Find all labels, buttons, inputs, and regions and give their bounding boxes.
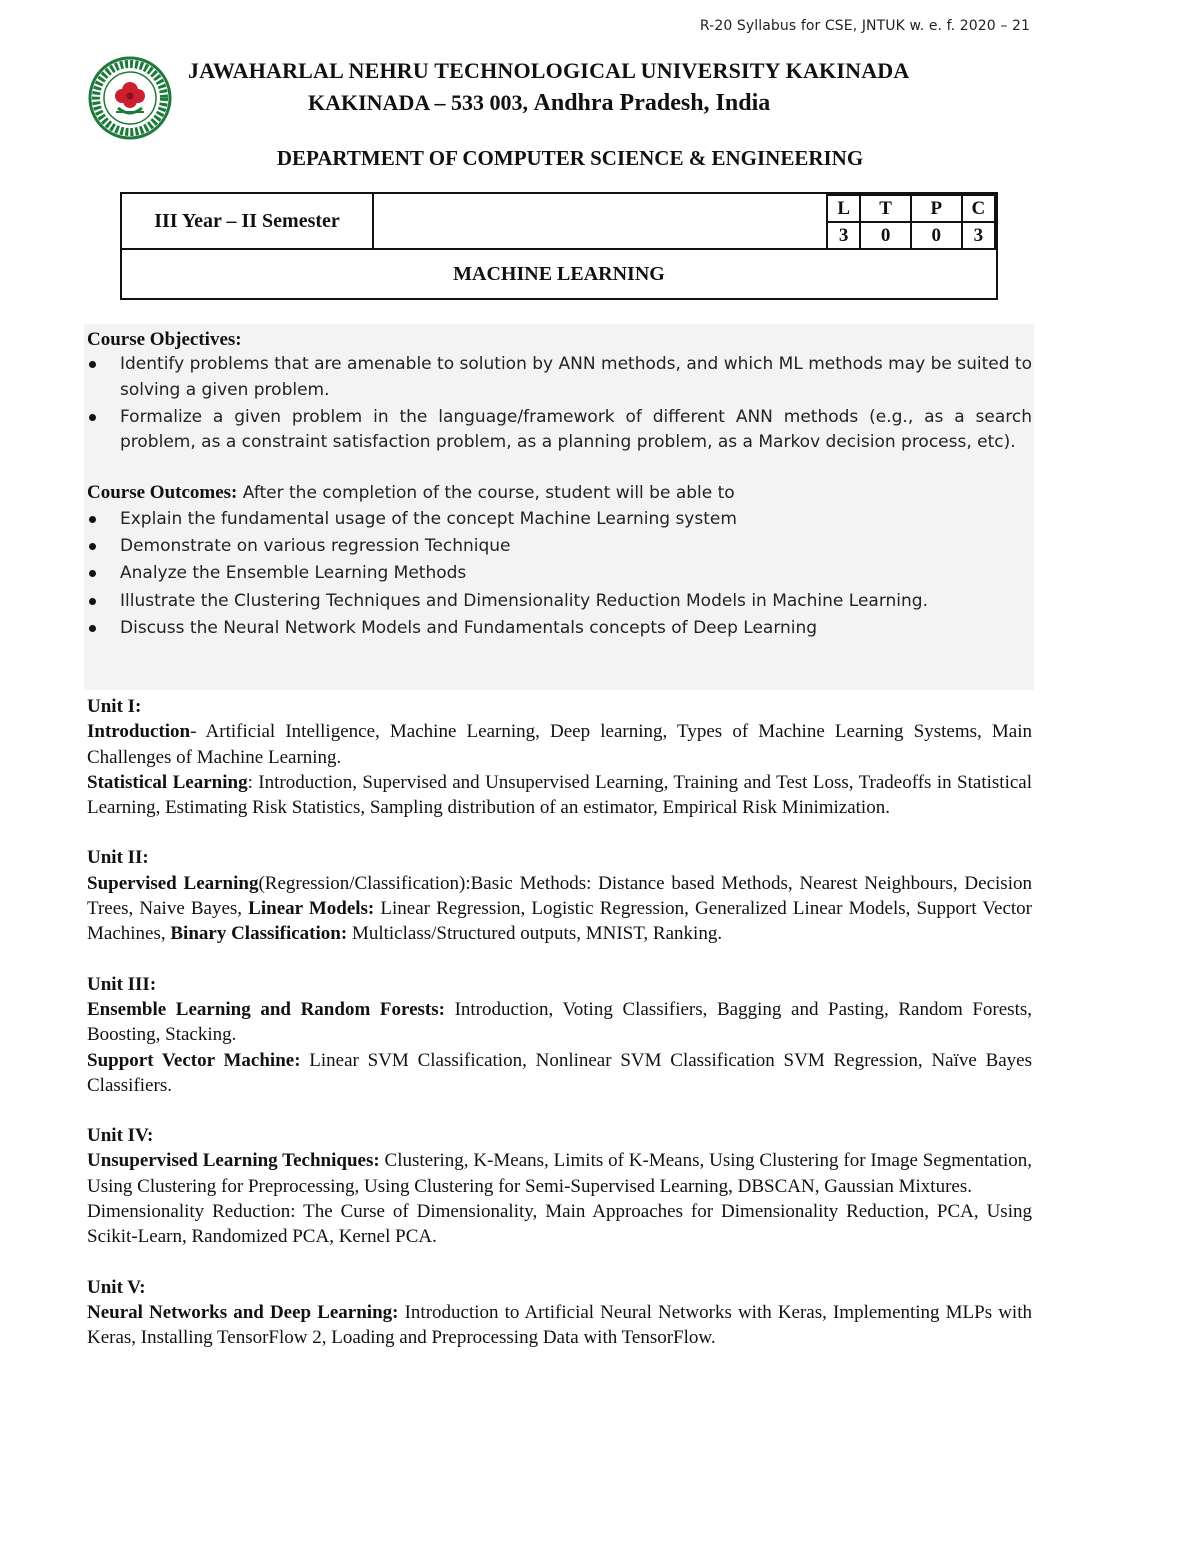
header-note: R-20 Syllabus for CSE, JNTUK w. e. f. 2020 – 21 — [699, 18, 1030, 34]
unit-5-neural — [87, 1300, 1032, 1351]
ltpc-value-p: 0 — [911, 222, 962, 249]
unit-3-text-1: Introduction, Voting Classifiers, Bagging and Pasting, Random Forests, Boosting, Stacking. — [87, 998, 1032, 1046]
objectives-outcomes-section — [87, 327, 1032, 643]
university-logo — [88, 56, 172, 140]
objective-item: Formalize a given problem in the language/framework of different ANN methods (e.g., as a search problem, as a constraint satisfaction problem, as a planning problem, as a Markov decision process, etc). — [87, 405, 1032, 456]
ltpc-value-c: 3 — [962, 222, 995, 249]
unit-1-title: Unit I: — [87, 696, 142, 717]
ltpc-header-l: L — [827, 195, 860, 222]
ltpc-value-t: 0 — [860, 222, 911, 249]
unit-1-introduction — [87, 719, 1032, 770]
unit-2-text-3: Multiclass/Structured outputs, MNIST, Ranking. — [347, 923, 723, 945]
unit-5-heading-1: Neural Networks and Deep Learning: — [87, 1301, 399, 1323]
unit-3-text-2: Linear SVM Classification, Nonlinear SVM Classification SVM Regression, Naïve Bayes Classifiers. — [87, 1049, 1033, 1096]
unit-5-title: Unit V: — [87, 1276, 146, 1298]
ltpc-header-p: P — [911, 195, 962, 222]
unit-3-ensemble — [87, 997, 1032, 1048]
outcome-item: Analyze the Ensemble Learning Methods — [87, 561, 1032, 586]
university-name: JAWAHARLAL NEHRU TECHNOLOGICAL UNIVERSITY KAKINADA — [188, 58, 910, 83]
unit-2-body — [87, 871, 1032, 947]
university-address — [308, 90, 770, 117]
ltpc-table — [826, 194, 996, 250]
outcome-item: Illustrate the Clustering Techniques and Dimensionality Reduction Models in Machine Learning. — [87, 589, 1032, 614]
ltpc-header-t: T — [860, 195, 911, 222]
unit-2-text-2: Linear Regression, Logistic Regression, Generalized Linear Models, Support Vector Machines, — [87, 898, 1033, 945]
department-title: DEPARTMENT OF COMPUTER SCIENCE & ENGINEERING — [276, 146, 864, 170]
unit-1-stat-text: : Introduction, Supervised and Unsupervised Learning, Training and Test Loss, Tradeoffs in Statistical Learning, Estimating Risk Statistics, Sampling distribution of an estimator, Empirical Risk Minimization. — [87, 771, 1032, 819]
unit-3-heading-2: Support Vector Machine: — [87, 1049, 301, 1071]
units-section — [87, 694, 1032, 1351]
outcomes-intro: After the completion of the course, student will be able to — [237, 483, 735, 504]
unit-4-heading-1: Unsupervised Learning Techniques: — [87, 1150, 380, 1172]
outcome-item: Discuss the Neural Network Models and Fundamentals concepts of Deep Learning — [87, 616, 1032, 641]
objectives-list — [87, 352, 1032, 455]
unit-3-svm — [87, 1048, 1032, 1099]
unit-5-text-1: Introduction to Artificial Neural Networks with Keras, Implementing MLPs with Keras, Installing TensorFlow 2, Loading and Preprocessing Data with TensorFlow. — [87, 1301, 1032, 1349]
objectives-heading: Course Objectives: — [87, 329, 242, 350]
unit-2-heading-2: Linear Models: — [248, 898, 375, 920]
unit-2-heading-3: Binary Classification: — [170, 923, 348, 945]
unit-2-heading-1: Supervised Learning — [87, 872, 259, 894]
outcomes-heading: Course Outcomes: — [87, 482, 238, 504]
outcomes-list — [87, 507, 1032, 641]
unit-2-text-1: (Regression/Classification):Basic Methods: Distance based Methods, Nearest Neighbours, Decision Trees, Naive Bayes, — [87, 872, 1032, 920]
unit-2-title: Unit II: — [87, 847, 149, 869]
unit-4-text-1: Clustering, K-Means, Limits of K-Means, Using Clustering for Image Segmentation, Using Clustering for Preprocessing, Using Clustering for Semi-Supervised Learning, DBSCAN, Gaussian Mixtures. — [87, 1150, 1032, 1197]
unit-1-intro-text: - Artificial Intelligence, Machine Learning, Deep learning, Types of Machine Learning Systems, Main Challenges of Machine Learning. — [87, 721, 1032, 768]
outcome-item: Explain the fundamental usage of the concept Machine Learning system — [87, 507, 1032, 532]
unit-4-unsupervised — [87, 1148, 1032, 1199]
unit-3-heading-1: Ensemble Learning and Random Forests: — [87, 998, 445, 1020]
semester-label: III Year – II Semester — [122, 194, 374, 248]
ltpc-header-c: C — [962, 195, 995, 222]
unit-4-dimensionality: Dimensionality Reduction: The Curse of Dimensionality, Main Approaches for Dimensionality Reduction, PCA, Using Scikit-Learn, Randomized PCA, Kernel PCA. — [87, 1201, 1032, 1248]
outcomes-intro-line — [87, 480, 1032, 506]
outcome-item: Demonstrate on various regression Technique — [87, 534, 1032, 559]
course-info-box — [120, 192, 998, 300]
ltpc-header-row — [827, 195, 995, 222]
address-state: Andhra Pradesh, India — [533, 90, 771, 116]
unit-3-title: Unit III: — [87, 973, 157, 995]
unit-1-statistical — [87, 770, 1032, 821]
address-city: KAKINADA – 533 003, — [308, 90, 534, 115]
course-info-row — [122, 194, 996, 250]
objective-item: Identify problems that are amenable to solution by ANN methods, and which ML methods may be suited to solving a given problem. — [87, 352, 1032, 403]
unit-4-title: Unit IV: — [87, 1125, 154, 1147]
unit-1-stat-heading: Statistical Learning — [87, 771, 248, 793]
ltpc-value-l: 3 — [827, 222, 860, 249]
unit-1-intro-heading: Introduction — [87, 721, 191, 743]
course-name: MACHINE LEARNING — [453, 262, 665, 285]
ltpc-value-row — [827, 222, 995, 249]
